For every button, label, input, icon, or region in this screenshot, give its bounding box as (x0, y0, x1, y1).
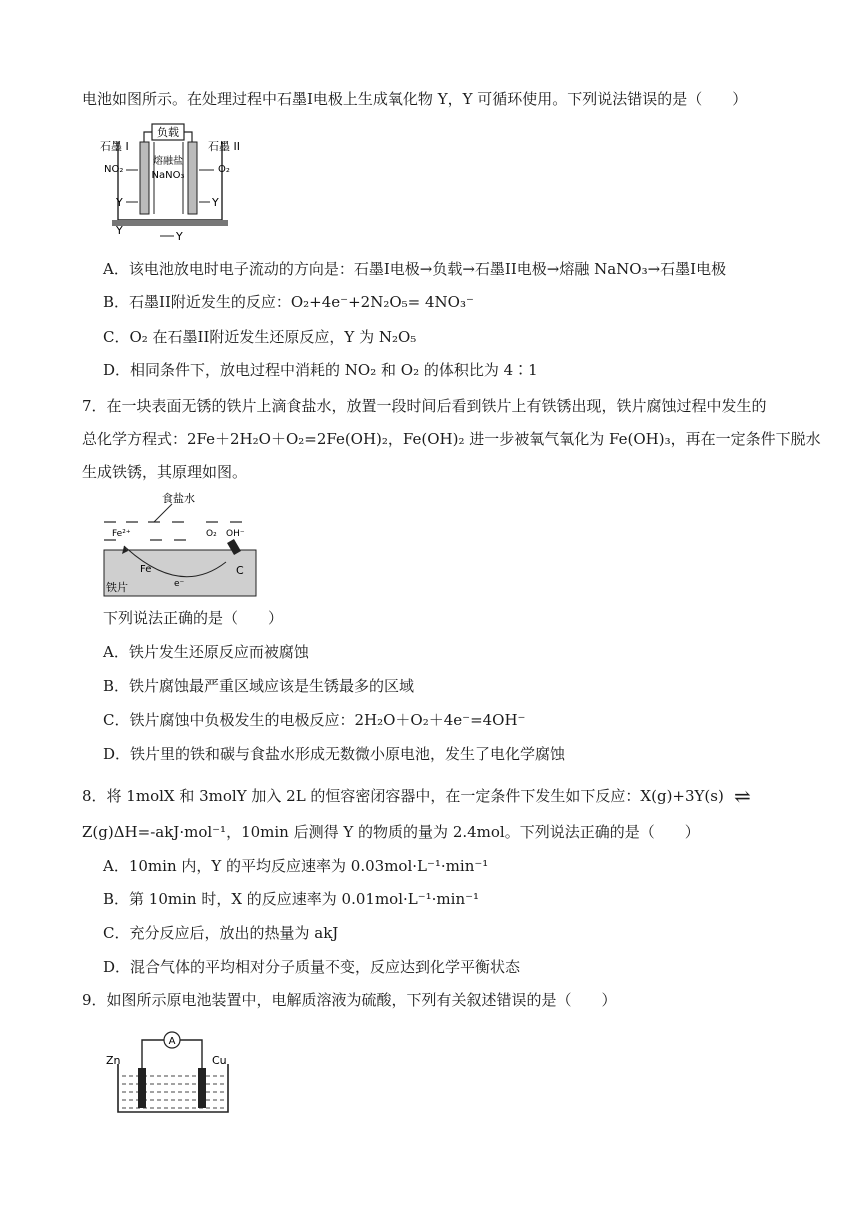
electrolyte-label-1: 熔融盐 (153, 156, 183, 167)
q7-prompt: 下列说法正确的是（ ） (103, 609, 284, 627)
c-label: C (236, 564, 244, 577)
cu-electrode (198, 1068, 206, 1108)
q8-option-a: A．10min 内，Y 的平均反应速率为 0.03mol·L⁻¹·min⁻¹ (103, 857, 489, 875)
oh-label: OH⁻ (226, 529, 245, 539)
q8-line-2: Z(g)ΔH=-akJ·mol⁻¹，10min 后测得 Y 的物质的量为 2.4mol。下列说法正确的是（ ） (82, 823, 700, 841)
q8-line-1: 8．将 1molX 和 3molY 加入 2L 的恒容密闭容器中，在一定条件下发生如下反应：X(g)+3Y(s) (82, 787, 724, 805)
o2-label-7: O₂ (206, 529, 217, 539)
fe-label: Fe (140, 564, 152, 575)
y-label-bottom-left: Y (116, 224, 123, 237)
q8-option-c: C．充分反应后，放出的热量为 akJ (103, 924, 339, 942)
plate-label: 铁片 (106, 581, 128, 594)
q9-cell-figure (104, 1030, 244, 1116)
saltwater-label: 食盐水 (162, 492, 195, 505)
q8-option-d: D．混合气体的平均相对分子质量不变，反应达到化学平衡状态 (103, 958, 521, 976)
q7-line-2: 总化学方程式：2Fe＋2H₂O＋O₂=2Fe(OH)₂，Fe(OH)₂ 进一步被氧气氧化为 Fe(OH)₃，再在一定条件下脱水 (82, 430, 821, 448)
fe-ion-label: Fe²⁺ (112, 529, 131, 539)
q6-option-d: D．相同条件下，放电过程中消耗的 NO₂ 和 O₂ 的体积比为 4∶1 (103, 361, 538, 379)
q7-option-a: A．铁片发生还原反应而被腐蚀 (103, 643, 309, 661)
q7-line-1: 7．在一块表面无锈的铁片上滴食盐水，放置一段时间后看到铁片上有铁锈出现，铁片腐蚀过程中发生的 (82, 397, 767, 415)
q7-option-c: C．铁片腐蚀中负极发生的电极反应：2H₂O＋O₂＋4e⁻=4OH⁻ (103, 711, 526, 729)
zn-electrode (138, 1068, 146, 1108)
electrode2-label: 石墨 II (208, 140, 240, 153)
q7-option-b: B．铁片腐蚀最严重区域应该是生锈最多的区域 (103, 677, 415, 695)
cu-label: Cu (212, 1054, 227, 1067)
q6-option-b: B．石墨II附近发生的反应：O₂+4e⁻+2N₂O₅= 4NO₃⁻ (103, 293, 474, 311)
y-label-bottom: Y (176, 230, 183, 243)
o2-label: O₂ (218, 164, 230, 175)
q9-line-1: 9．如图所示原电池装置中，电解质溶液为硫酸，下列有关叙述错误的是（ ） (82, 991, 617, 1009)
electrolyte-label-2: NaNO₃ (151, 170, 185, 181)
q7-line-3: 生成铁锈，其原理如图。 (82, 463, 248, 481)
meter-label: A (168, 1036, 176, 1047)
load-label: 负载 (157, 126, 179, 139)
electron-label: e⁻ (174, 579, 185, 589)
equilibrium-arrow: ⇌ (734, 784, 751, 808)
q7-corrosion-figure (100, 488, 262, 600)
q8-option-b: B．第 10min 时，X 的反应速率为 0.01mol·L⁻¹·min⁻¹ (103, 890, 480, 908)
zn-label: Zn (106, 1054, 121, 1067)
electrode1-label: 石墨 I (100, 140, 129, 153)
q6-option-c: C．O₂ 在石墨II附近发生还原反应，Y 为 N₂O₅ (103, 328, 417, 346)
y-label-right: Y (212, 196, 219, 209)
q6-option-a: A．该电池放电时电子流动的方向是：石墨I电极→负载→石墨II电极→熔融 NaNO₃→石墨I电极 (103, 260, 727, 278)
q6-intro: 电池如图所示。在处理过程中石墨I电极上生成氧化物 Y，Y 可循环使用。下列说法错误的是（ ） (82, 90, 748, 108)
no2-label: NO₂ (104, 164, 124, 175)
q6-battery-figure (100, 120, 240, 245)
y-label-left: Y (116, 196, 123, 209)
q7-option-d: D．铁片里的铁和碳与食盐水形成无数微小原电池，发生了电化学腐蚀 (103, 745, 566, 763)
